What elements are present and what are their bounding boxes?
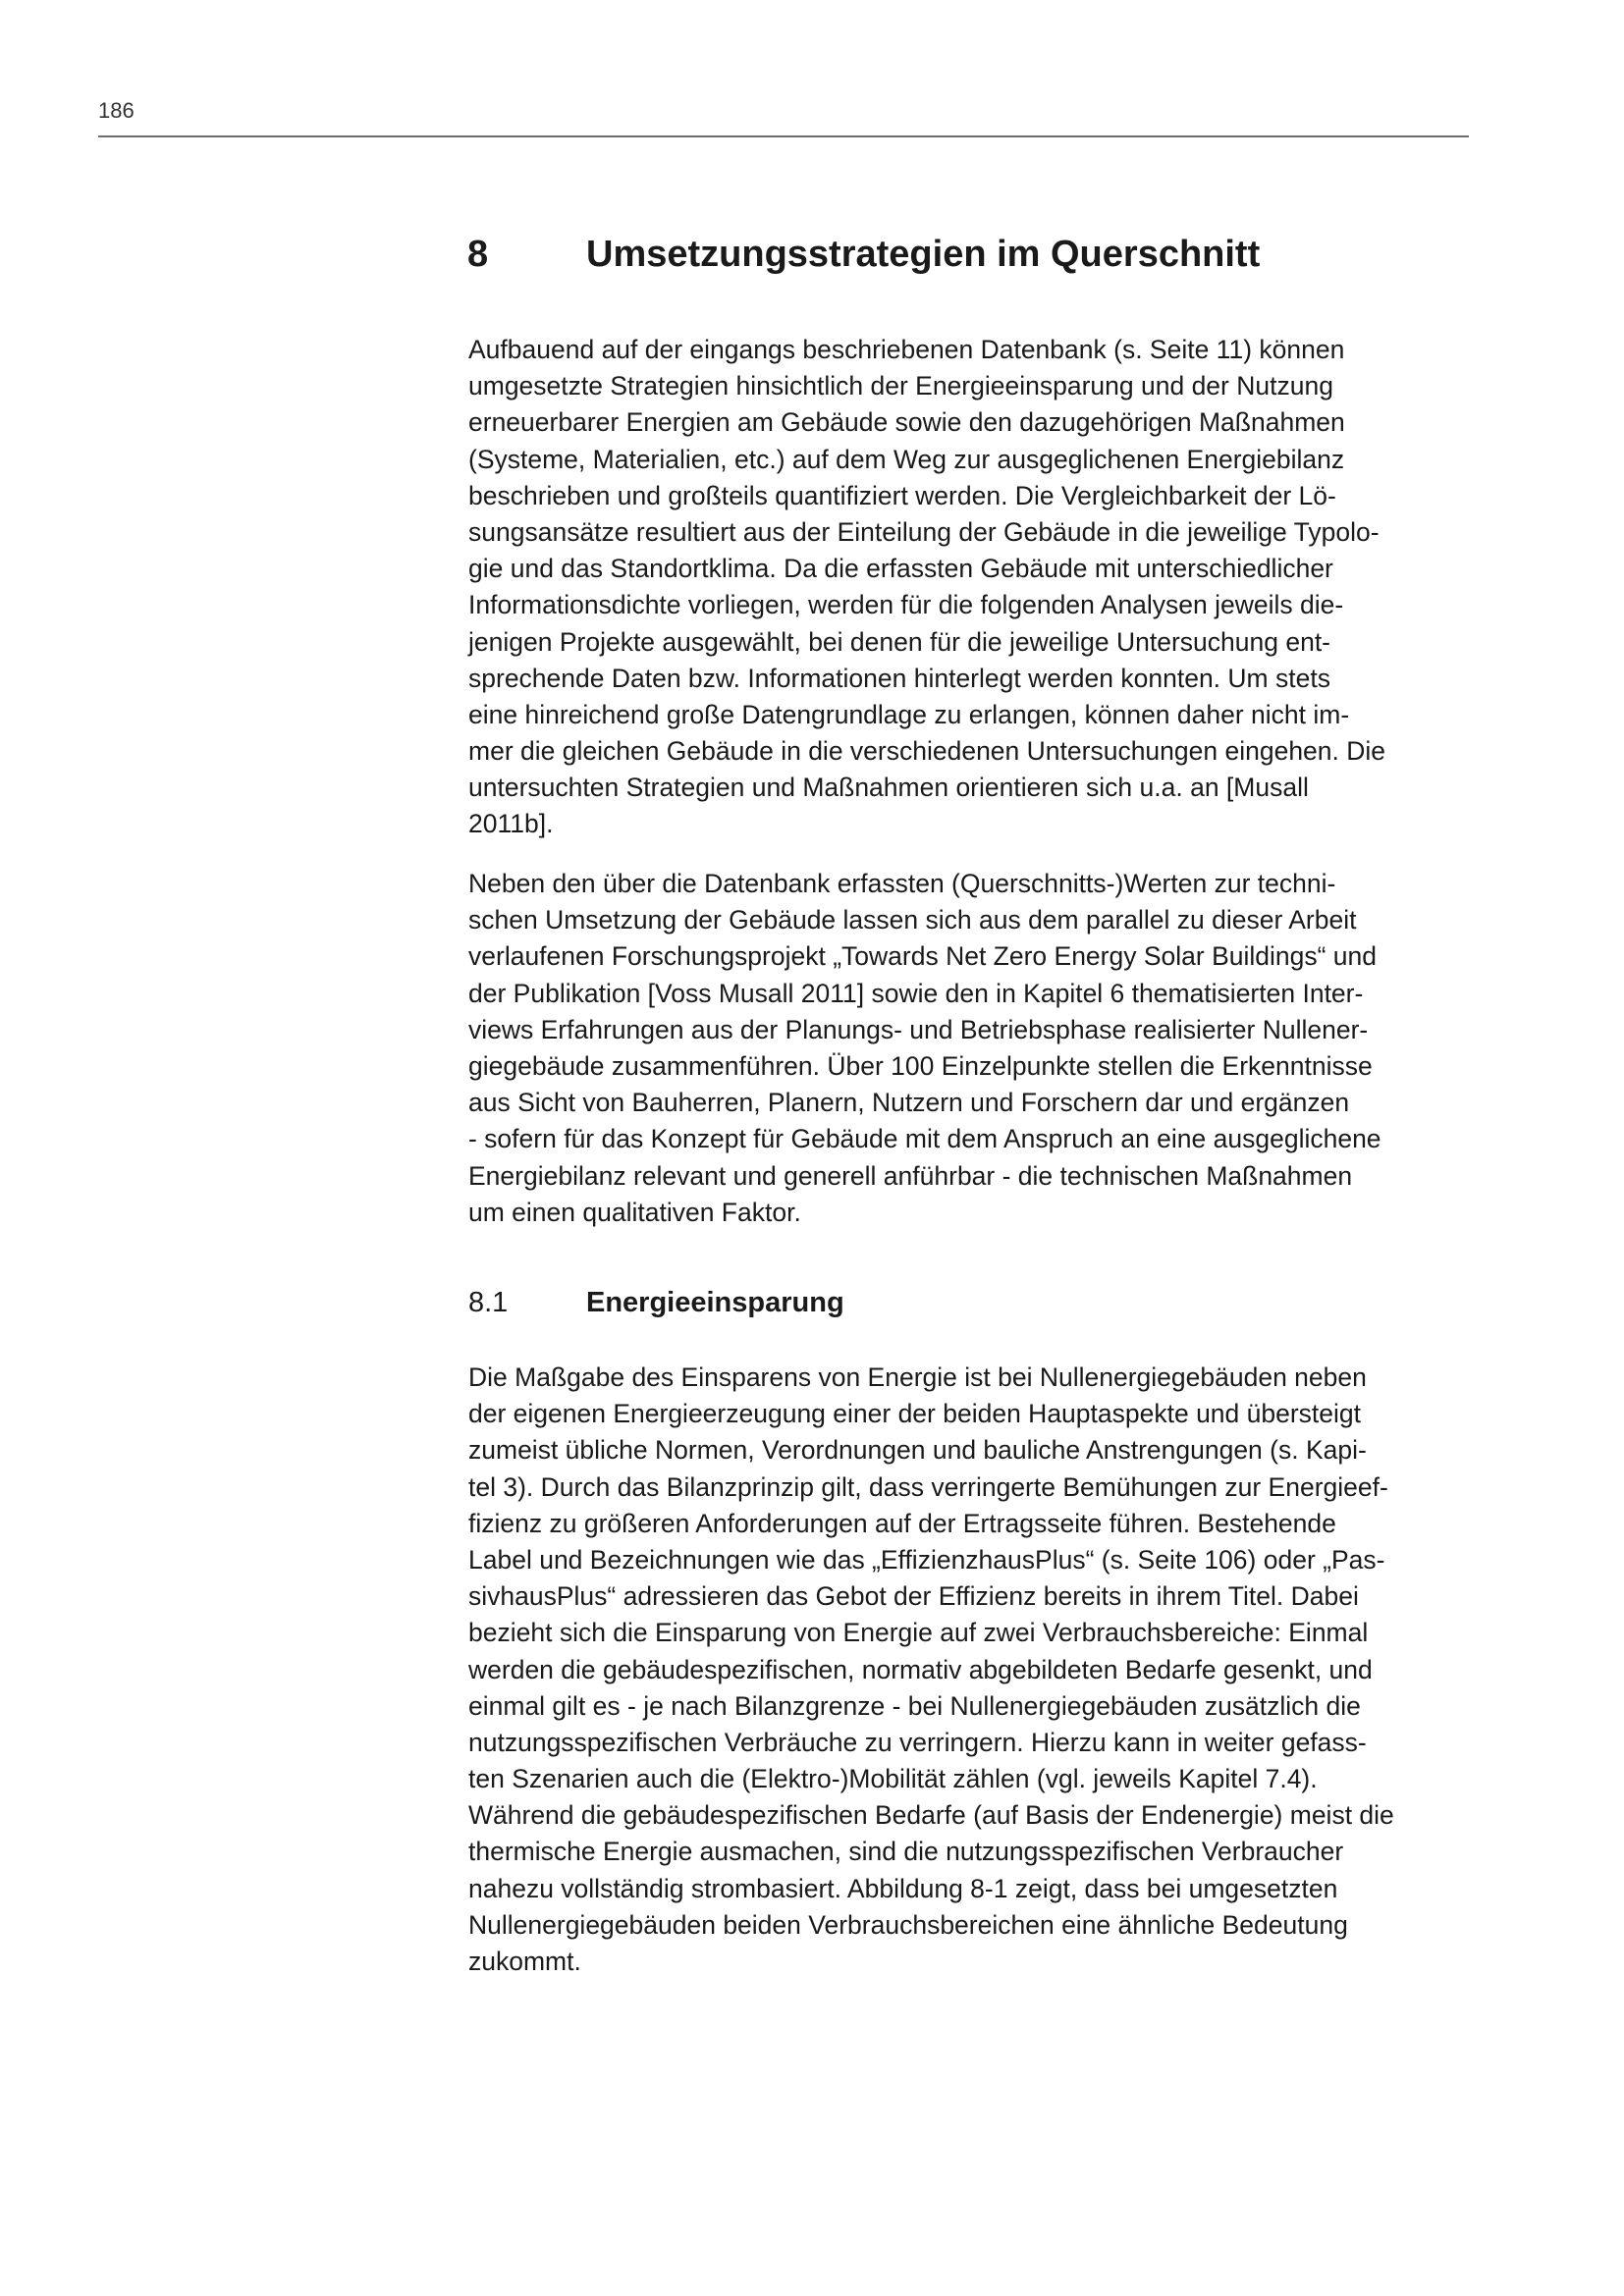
page-number: 186 xyxy=(98,98,135,123)
text-line: der eigenen Energieerzeugung einer der beiden Hauptaspekte und übersteigt xyxy=(468,1399,1362,1429)
section-title: Energieeinsparung xyxy=(586,1287,844,1318)
text-line: einmal gilt es - je nach Bilanzgrenze - bei Nullenergiegebäuden zusätzlich die xyxy=(468,1690,1361,1721)
chapter-title: Umsetzungsstrategien im Querschnitt xyxy=(586,234,1261,275)
chapter-heading xyxy=(467,232,1459,277)
text-line: verlaufenen Forschungsprojekt „Towards Net Zero Energy Solar Buildings“ und xyxy=(468,941,1378,972)
text-line: giegebäude zusammenführen. Über 100 Einzelpunkte stellen die Erkenntnisse xyxy=(468,1050,1373,1081)
paragraph-3 xyxy=(468,1360,1394,1980)
text-line: (Systeme, Materialien, etc.) auf dem Weg zur ausgeglichenen Energiebilanz xyxy=(468,444,1345,474)
chapter-number: 8 xyxy=(467,234,489,275)
text-line: jenigen Projekte ausgewählt, bei denen für die jeweilige Untersuchung ent- xyxy=(468,626,1331,657)
text-line: fizienz zu größeren Anforderungen auf der Ertragsseite führen. Bestehende xyxy=(468,1508,1336,1538)
text-line: Nullenergiegebäuden beiden Verbrauchsbereichen eine ähnliche Bedeutung xyxy=(468,1909,1348,1940)
text-line: der Publikation [Voss Musall 2011] sowie den in Kapitel 6 thematisierten Inter- xyxy=(468,978,1364,1008)
text-line: umgesetzte Strategien hinsichtlich der Energieeinsparung und der Nutzung xyxy=(468,371,1333,401)
text-line: nahezu vollständig strombasiert. Abbildung 8-1 zeigt, dass bei umgesetzten xyxy=(468,1873,1338,1903)
text-line: Während die gebäudespezifischen Bedarfe (auf Basis der Endenergie) meist die xyxy=(468,1800,1394,1831)
text-line: sprechende Daten bzw. Informationen hinterlegt werden konnten. Um stets xyxy=(468,663,1330,693)
text-line: werden die gebäudespezifischen, normativ abgebildeten Bedarfe gesenkt, und xyxy=(468,1654,1373,1684)
text-line: Energiebilanz relevant und generell anführbar - die technischen Maßnahmen xyxy=(468,1160,1353,1191)
text-line: untersuchten Strategien und Maßnahmen orientieren sich u.a. an [Musall xyxy=(468,773,1309,803)
text-line: mer die gleichen Gebäude in die verschiedenen Untersuchungen eingehen. Die xyxy=(468,736,1386,767)
text-line: thermische Energie ausmachen, sind die nutzungsspezifischen Verbraucher xyxy=(468,1837,1344,1867)
text-line: ten Szenarien auch die (Elektro-)Mobilität zählen (vgl. jeweils Kapitel 7.4). xyxy=(468,1764,1318,1794)
header-rule xyxy=(98,135,1469,137)
text-line: tel 3). Durch das Bilanzprinzip gilt, dass verringerte Bemühungen zur Energieef- xyxy=(468,1471,1388,1502)
paragraph-1 xyxy=(468,332,1385,843)
section-number: 8.1 xyxy=(468,1287,509,1318)
text-line: gie und das Standortklima. Da die erfassten Gebäude mit unterschiedlicher xyxy=(468,554,1333,584)
text-line: sivhausPlus“ adressieren das Gebot der Effizienz bereits in ihrem Titel. Dabei xyxy=(468,1581,1359,1612)
text-line: zukommt. xyxy=(468,1947,581,1976)
text-line: erneuerbarer Energien am Gebäude sowie den dazugehörigen Maßnahmen xyxy=(468,407,1345,438)
text-line: beschrieben und großteils quantifiziert werden. Die Vergleichbarkeit der Lö- xyxy=(468,480,1336,510)
paragraph-2 xyxy=(468,866,1381,1231)
text-line: Label und Bezeichnungen wie das „EffizienzhausPlus“ (s. Seite 106) oder „Pas- xyxy=(468,1544,1385,1575)
text-line: Die Maßgabe des Einsparens von Energie ist bei Nullenergiegebäuden neben xyxy=(468,1362,1367,1392)
text-line: - sofern für das Konzept für Gebäude mit dem Anspruch an eine ausgeglichene xyxy=(468,1124,1381,1154)
text-line: Informationsdichte vorliegen, werden für die folgenden Analysen jeweils die- xyxy=(468,590,1344,620)
text-line: views Erfahrungen aus der Planungs- und Betriebsphase realisierter Nullener- xyxy=(468,1014,1369,1044)
text-line: um einen qualitativen Faktor. xyxy=(468,1197,801,1227)
text-line: eine hinreichend große Datengrundlage zu erlangen, können daher nicht im- xyxy=(468,699,1350,729)
text-line: bezieht sich die Einsparung von Energie auf zwei Verbrauchsbereiche: Einmal xyxy=(468,1618,1369,1648)
text-line: Neben den über die Datenbank erfassten (Querschnitts-)Werten zur techni- xyxy=(468,869,1336,898)
text-line: sungsansätze resultiert aus der Einteilung der Gebäude in die jeweilige Typolo- xyxy=(468,516,1380,547)
text-line: schen Umsetzung der Gebäude lassen sich aus dem parallel zu dieser Arbeit xyxy=(468,905,1357,935)
text-line: zumeist übliche Normen, Verordnungen und bauliche Anstrengungen (s. Kapi- xyxy=(468,1435,1367,1466)
section-heading xyxy=(468,1285,844,1320)
text-line: nutzungsspezifischen Verbräuche zu verringern. Hierzu kann in weiter gefass- xyxy=(468,1727,1367,1757)
text-line: aus Sicht von Bauherren, Planern, Nutzern und Forschern dar und ergänzen xyxy=(468,1088,1350,1118)
text-line: 2011b]. xyxy=(468,809,554,839)
text-line: Aufbauend auf der eingangs beschriebenen Datenbank (s. Seite 11) können xyxy=(468,335,1345,364)
